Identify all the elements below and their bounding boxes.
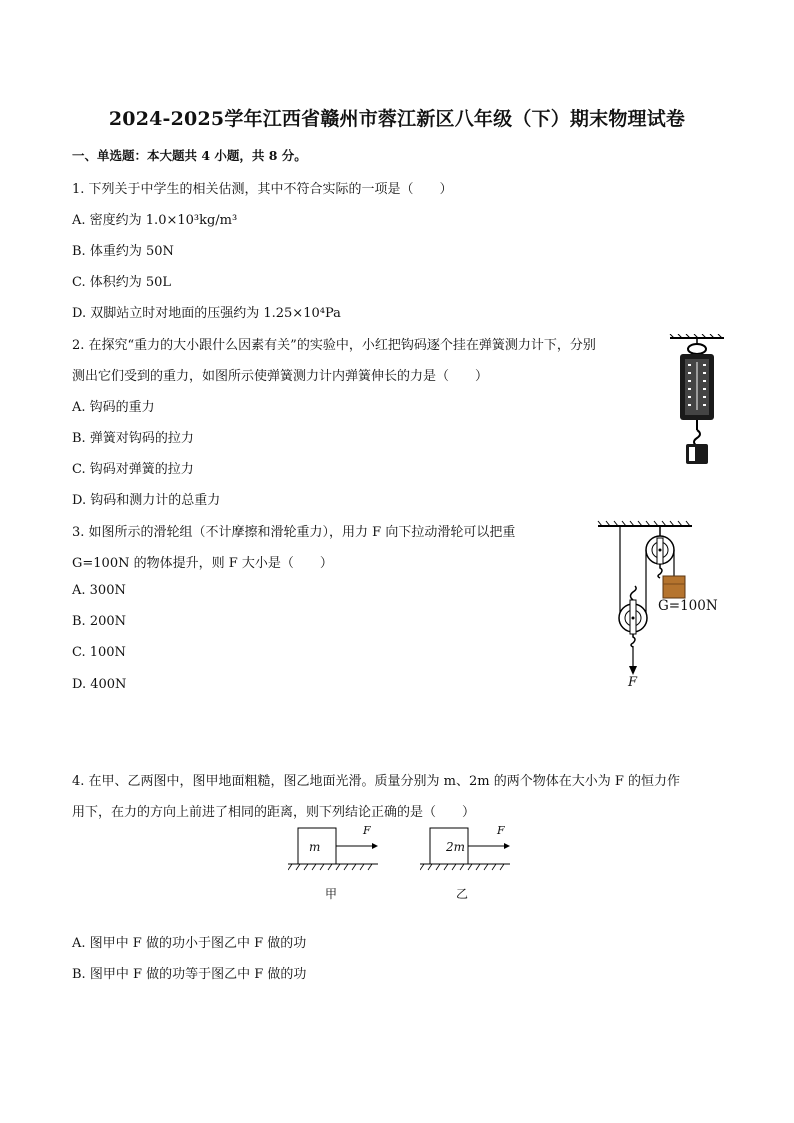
q4-option-b: B. 图甲中 F 做的功等于图乙中 F 做的功 [72,967,307,982]
fig2-mass-label: 2m [446,840,466,854]
q2-option-a: A. 钩码的重力 [72,400,155,415]
q2-stem-line2: 测出它们受到的重力，如图所示使弹簧测力计内弹簧伸长的力是（ ） [72,369,489,384]
q2-stem-line1: 2. 在探究“重力的大小跟什么因素有关”的实验中，小红把钩码逐个挂在弹簧测力计下，分别 [72,338,596,353]
fig2-force-label: F [497,824,505,837]
q3-option-d: D. 400N [72,677,127,692]
q1-option-d: D. 双脚站立时对地面的压强约为 1.25×10⁴Pa [72,306,341,321]
force-label: F [628,675,638,690]
q1-option-a: A. 密度约为 1.0×10³kg/m³ [72,213,238,228]
section-heading: 一、单选题：本大题共 4 小题，共 8 分。 [72,148,307,163]
fig1-caption: 甲 [325,887,338,901]
q2-option-d: D. 钩码和测力计的总重力 [72,493,221,508]
fig2-caption: 乙 [456,887,469,901]
page-title: 2024-2025学年江西省赣州市蓉江新区八年级（下）期末物理试卷 [108,108,686,130]
weight-label: G=100N [658,598,718,614]
q4-stem-line2: 用下，在力的方向上前进了相同的距离，则下列结论正确的是（ ） [72,805,476,820]
q3-option-c: C. 100N [72,645,126,660]
q2-option-c: C. 钩码对弹簧的拉力 [72,462,194,477]
q4-option-a: A. 图甲中 F 做的功小于图乙中 F 做的功 [72,936,307,951]
fig1-mass-label: m [309,840,321,854]
q3-option-b: B. 200N [72,614,127,629]
q3-stem-line2: G=100N 的物体提升，则 F 大小是（ ） [72,556,333,571]
q1-stem: 1. 下列关于中学生的相关估测，其中不符合实际的一项是（ ） [72,182,453,197]
q1-option-b: B. 体重约为 50N [72,244,174,259]
q3-option-a: A. 300N [72,583,126,598]
q1-option-c: C. 体积约为 50L [72,275,172,290]
fig1-force-label: F [363,824,371,837]
q4-stem-line1: 4. 在甲、乙两图中，图甲地面粗糙，图乙地面光滑。质量分别为 m、2m 的两个物体在大小为 F 的恒力作 [72,774,681,789]
q3-stem-line1: 3. 如图所示的滑轮组（不计摩擦和滑轮重力），用力 F 向下拉动滑轮可以把重 [72,525,516,540]
spring-scale-figure [666,334,728,468]
q2-option-b: B. 弹簧对钩码的拉力 [72,431,194,446]
